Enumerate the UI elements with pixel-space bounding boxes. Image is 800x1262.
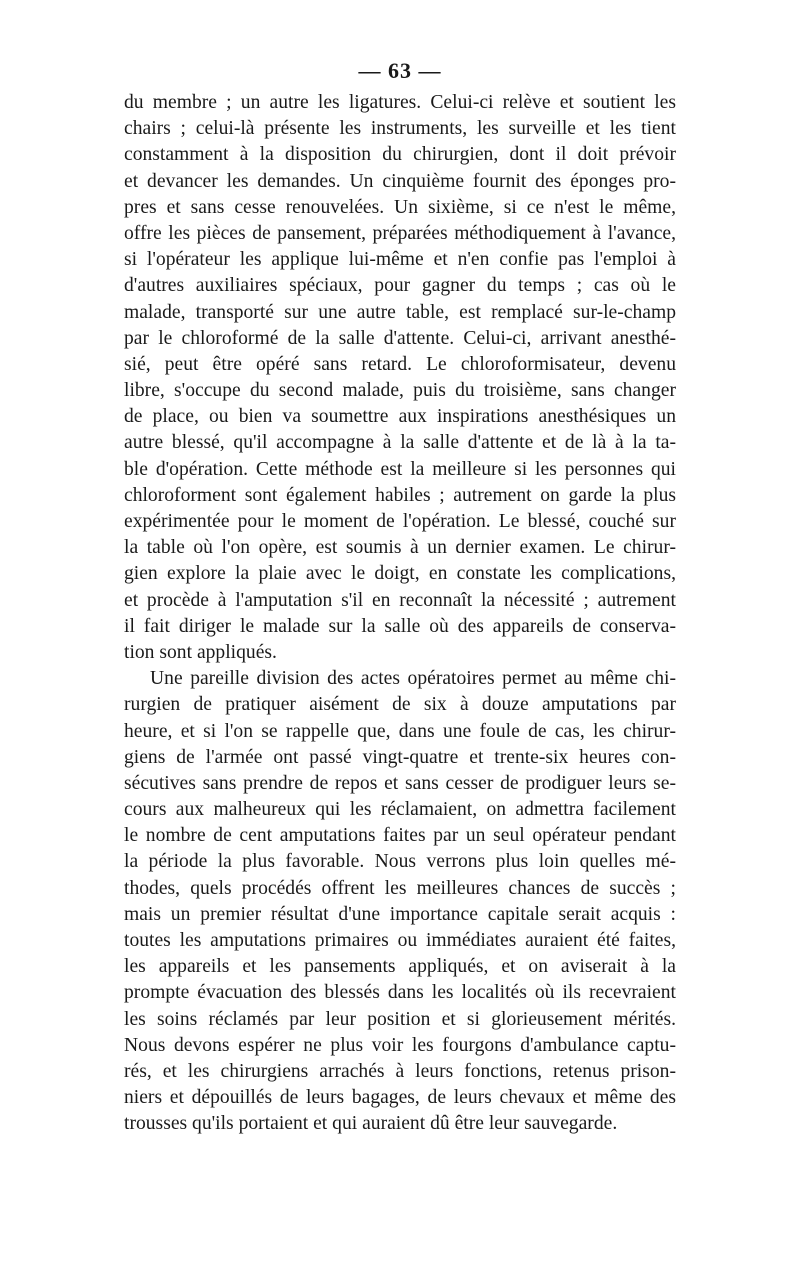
- paragraph: [124, 90, 676, 666]
- text-line: rés, et les chirurgiens arrachés à leurs fonctions, retenus prison-: [124, 1060, 676, 1082]
- text-line: chloroforment sont également habiles ; autrement on garde la plus: [124, 484, 676, 506]
- text-line: cours aux malheureux qui les réclamaient, on admettra facilement: [124, 799, 676, 821]
- text-line: la période la plus favorable. Nous verrons plus loin quelles mé-: [124, 851, 676, 873]
- text-line: les soins réclamés par leur position et si glorieusement mérités.: [124, 1008, 676, 1030]
- text-line: chairs ; celui-là présente les instruments, les surveille et les tient: [124, 118, 676, 140]
- text-line: gien explore la plaie avec le doigt, en constate les complications,: [124, 563, 676, 585]
- text-line: toutes les amputations primaires ou immédiates auraient été faites,: [124, 930, 676, 951]
- text-line: Une pareille division des actes opératoires permet au même chi-: [150, 668, 676, 690]
- text-line: de place, ou bien va soumettre aux inspirations anesthésiques un: [124, 406, 676, 428]
- text-line: prompte évacuation des blessés dans les localités où ils recevraient: [124, 982, 676, 1004]
- paragraph: [124, 666, 676, 1137]
- text-line: il fait diriger le malade sur la salle où des appareils de conserva-: [124, 615, 676, 637]
- text-line: pres et sans cesse renouvelées. Un sixième, si ce n'est le même,: [124, 196, 676, 218]
- text-line: Nous devons espérer ne plus voir les fourgons d'ambulance captu-: [124, 1034, 676, 1056]
- text-line: d'autres auxiliaires spéciaux, pour gagner du temps ; cas où le: [124, 275, 676, 297]
- text-line: giens de l'armée ont passé vingt-quatre et trente-six heures con-: [124, 746, 676, 768]
- text-line: tion sont appliqués.: [124, 641, 277, 663]
- text-line: sécutives sans prendre de repos et sans cesser de prodiguer leurs se-: [124, 772, 676, 794]
- text-line: par le chloroformé de la salle d'attente. Celui-ci, arrivant anesthé-: [124, 327, 676, 349]
- text-line: malade, transporté sur une autre table, est remplacé sur-le-champ: [124, 301, 676, 323]
- text-line: et devancer les demandes. Un cinquième fournit des éponges pro-: [124, 170, 676, 192]
- text-line: mais un premier résultat d'une importance capitale serait acquis :: [124, 903, 676, 925]
- text-line: la table où l'on opère, est soumis à un dernier examen. Le chirur-: [124, 537, 676, 559]
- text-line: thodes, quels procédés offrent les meilleures chances de succès ;: [124, 877, 676, 899]
- text-line: expérimentée pour le moment de l'opération. Le blessé, couché sur: [124, 511, 676, 532]
- text-line: le nombre de cent amputations faites par un seul opérateur pendant: [124, 825, 676, 847]
- text-line: constamment à la disposition du chirurgien, dont il doit prévoir: [124, 144, 676, 166]
- text-line: et procède à l'amputation s'il en reconnaît la nécessité ; autrement: [124, 589, 676, 611]
- text-line: du membre ; un autre les ligatures. Celui-ci relève et soutient les: [124, 92, 676, 113]
- body-text: [124, 90, 676, 1138]
- text-line: niers et dépouillés de leurs bagages, de leurs chevaux et même des: [124, 1087, 676, 1109]
- text-line: heure, et si l'on se rappelle que, dans une foule de cas, les chirur-: [124, 720, 676, 742]
- text-line: sié, peut être opéré sans retard. Le chloroformisateur, devenu: [124, 353, 676, 375]
- text-line: libre, s'occupe du second malade, puis du troisième, sans changer: [124, 380, 676, 402]
- text-line: ble d'opération. Cette méthode est la meilleure si les personnes qui: [124, 458, 676, 480]
- text-line: autre blessé, qu'il accompagne à la salle d'attente et de là à la ta-: [124, 432, 676, 454]
- text-line: les appareils et les pansements appliqués, et on aviserait à la: [124, 956, 676, 978]
- text-line: offre les pièces de pansement, préparées méthodiquement à l'avance,: [124, 222, 676, 244]
- page-number: — 63 —: [358, 58, 442, 83]
- text-line: trousses qu'ils portaient et qui auraient dû être leur sauvegarde.: [124, 1113, 618, 1135]
- text-line: si l'opérateur les applique lui-même et n'en confie pas l'emploi à: [124, 249, 676, 271]
- text-line: rurgien de pratiquer aisément de six à douze amputations par: [124, 694, 676, 716]
